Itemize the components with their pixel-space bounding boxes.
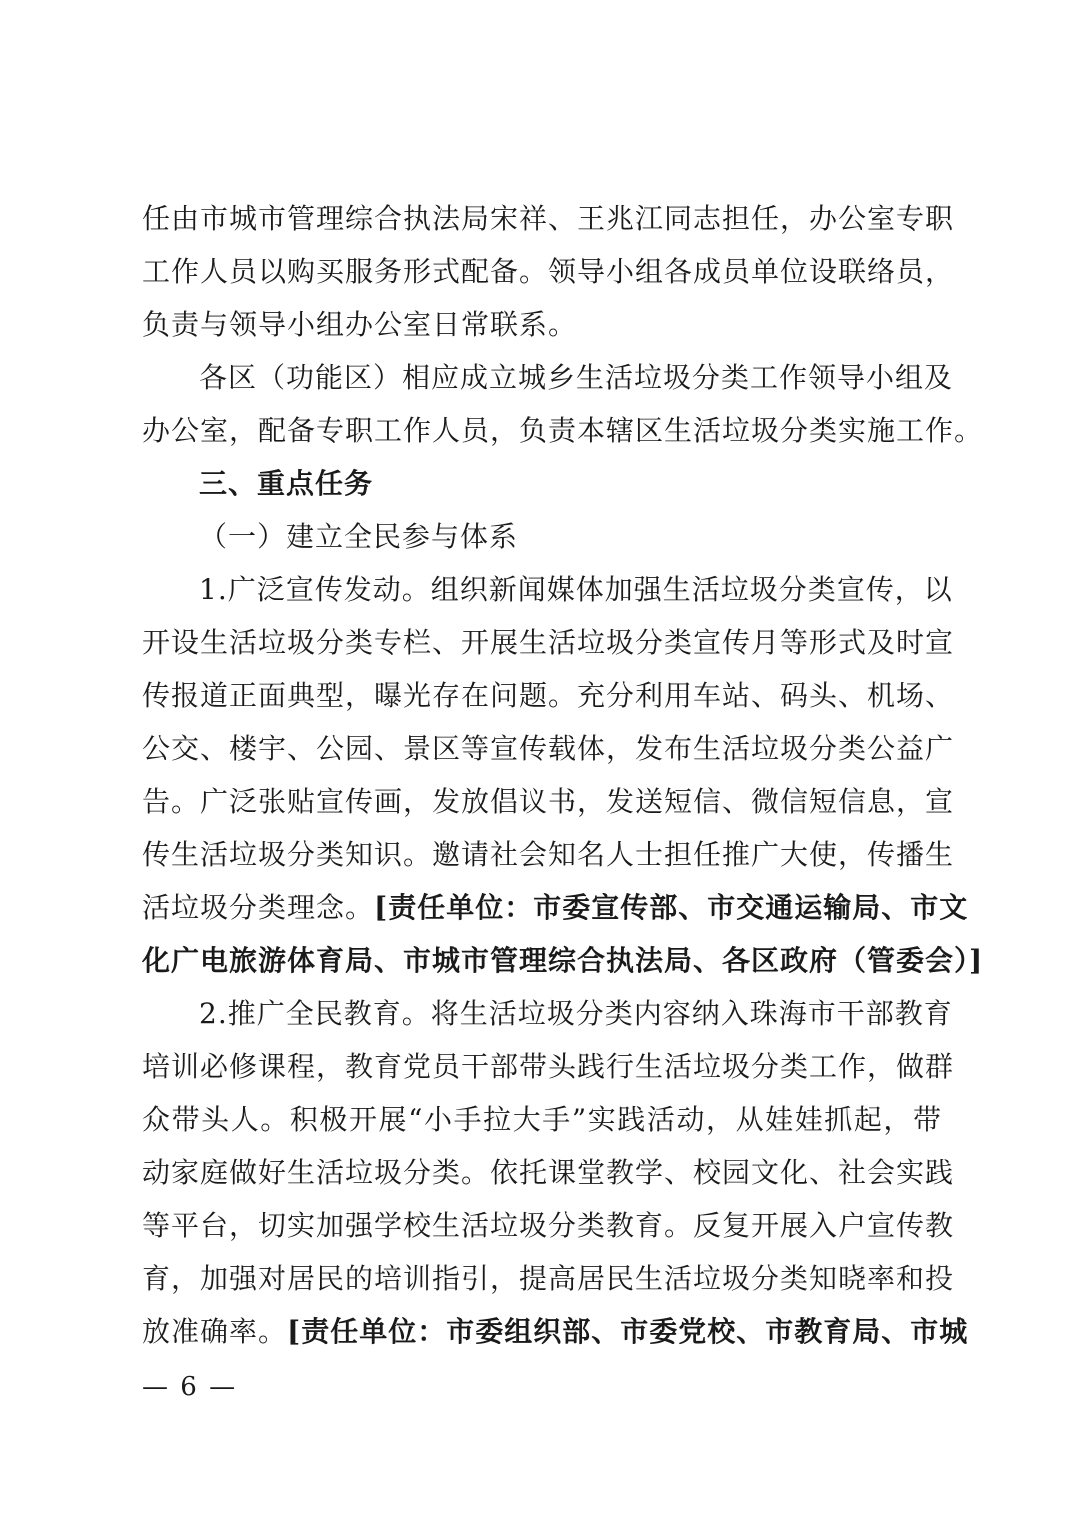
section-heading: 三、重点任务 <box>199 467 374 500</box>
text-line: 开设生活垃圾分类专栏、开展生活垃圾分类宣传月等形式及时宣 <box>142 626 955 659</box>
responsibility-note: 化广电旅游体育局、市城市管理综合执法局、各区政府（管委会）] <box>142 944 984 977</box>
subsection-heading: （一）建立全民参与体系 <box>199 520 519 553</box>
text-segment: 活垃圾分类理念。 <box>142 891 375 924</box>
text-line: 办公室，配备专职工作人员，负责本辖区生活垃圾分类实施工作。 <box>142 414 984 447</box>
page-number: — 6 — <box>142 1372 238 1402</box>
text-line: 工作人员以购买服务形式配备。领导小组各成员单位设联络员， <box>142 255 955 288</box>
text-line: 培训必修课程，教育党员干部带头践行生活垃圾分类工作，做群 <box>142 1050 955 1083</box>
text-line <box>142 881 969 934</box>
body-text <box>142 192 984 1358</box>
text-line: 众带头人。积极开展“小手拉大手”实践活动，从娃娃抓起，带 <box>142 1103 942 1136</box>
text-line: 育，加强对居民的培训指引，提高居民生活垃圾分类知晓率和投 <box>142 1262 955 1295</box>
text-line: 公交、楼宇、公园、景区等宣传载体，发布生活垃圾分类公益广 <box>142 732 955 765</box>
text-line: 2.推广全民教育。将生活垃圾分类内容纳入珠海市干部教育 <box>199 997 953 1030</box>
text-line: 告。广泛张贴宣传画，发放倡议书，发送短信、微信短信息，宣 <box>142 785 955 818</box>
text-line: 等平台，切实加强学校生活垃圾分类教育。反复开展入户宣传教 <box>142 1209 955 1242</box>
text-line: 传生活垃圾分类知识。邀请社会知名人士担任推广大使，传播生 <box>142 838 955 871</box>
text-line <box>142 1305 969 1358</box>
text-line: 各区（功能区）相应成立城乡生活垃圾分类工作领导小组及 <box>199 361 954 394</box>
text-line: 任由市城市管理综合执法局宋祥、王兆江同志担任，办公室专职 <box>142 202 955 235</box>
text-segment: 放准确率。 <box>142 1315 288 1348</box>
text-line: 1.广泛宣传发动。组织新闻媒体加强生活垃圾分类宣传，以 <box>199 573 953 606</box>
text-line: 负责与领导小组办公室日常联系。 <box>142 308 578 341</box>
responsibility-note: [责任单位：市委宣传部、市交通运输局、市文 <box>374 891 969 924</box>
responsibility-note: [责任单位：市委组织部、市委党校、市教育局、市城 <box>287 1315 969 1348</box>
text-line: 传报道正面典型，曝光存在问题。充分利用车站、码头、机场、 <box>142 679 955 712</box>
text-line: 动家庭做好生活垃圾分类。依托课堂教学、校园文化、社会实践 <box>142 1156 955 1189</box>
